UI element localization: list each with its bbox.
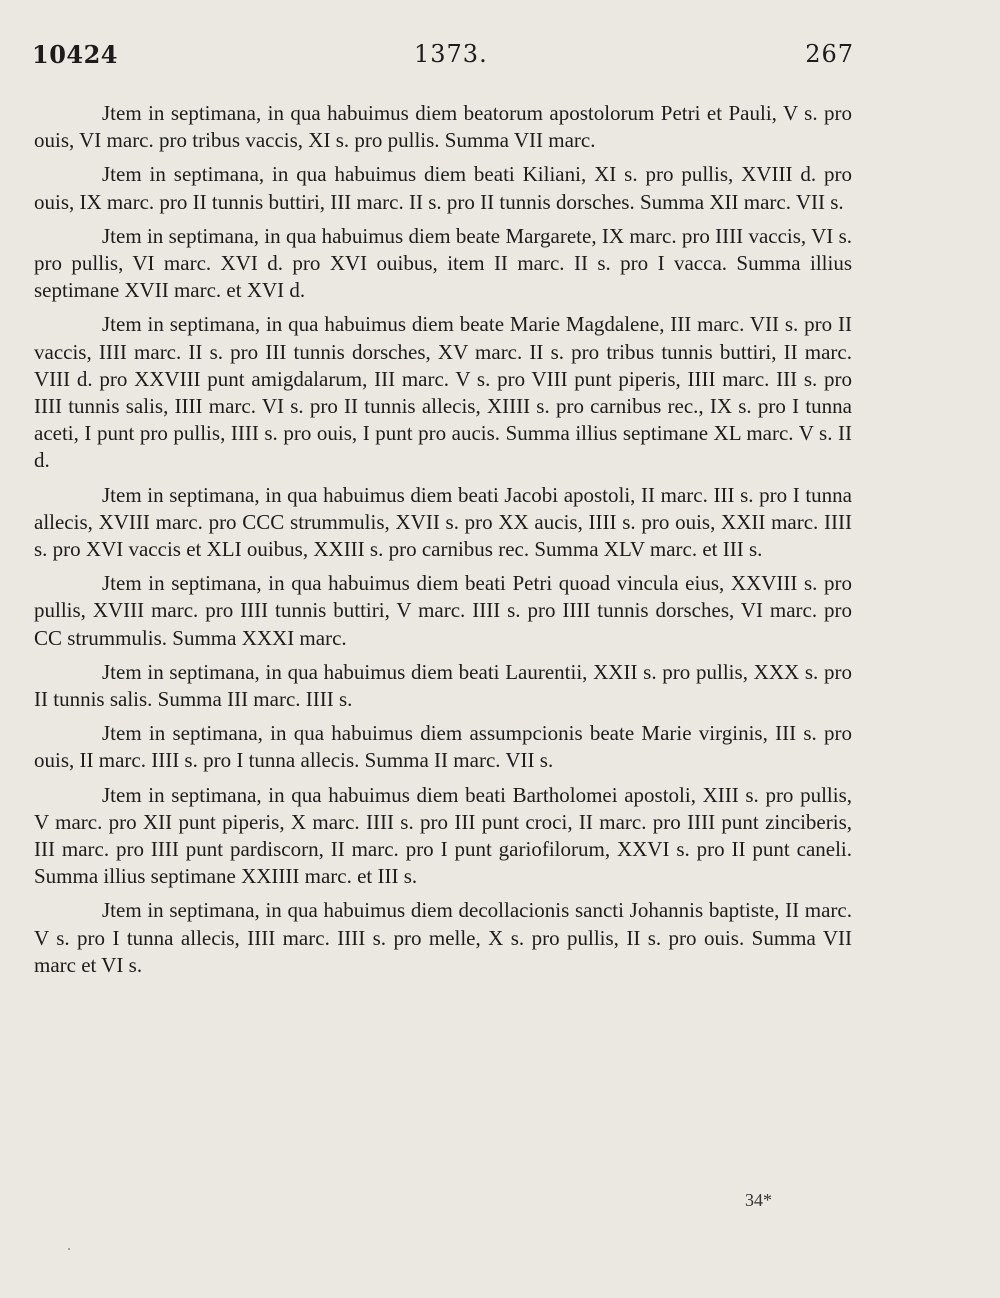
paragraph-margarete: Jtem in septimana, in qua habuimus diem beate Margarete, IX marc. pro IIII vaccis, VI s. pro pullis, VI marc. XVI d. pro XVI ouibus, item II marc. II s. pro I vacca. Summa illius septimane XVII marc. et XVI d. <box>34 223 852 303</box>
document-number: 10424 <box>32 40 118 69</box>
year-heading: 1373. <box>414 40 488 68</box>
paragraph-bartholomei: Jtem in septimana, in qua habuimus diem beati Bartholomei apostoli, XIII s. pro pullis, V marc. pro XII punt piperis, X marc. IIII s. pro III punt croci, II marc. pro IIII punt zinciberis, III marc. pro IIII punt pardiscorn, II marc. pro I punt gariofilorum, XXVI s. pro II punt caneli. Summa illius septimane XXIIII marc. et III s. <box>34 782 852 889</box>
paragraph-petri-vincula: Jtem in septimana, in qua habuimus diem beati Petri quoad vincula eius, XXVIII s. pro pullis, XVIII marc. pro IIII tunnis buttiri, V marc. IIII s. pro IIII tunnis dorsches, VI marc. pro CC strummulis. Summa XXXI marc. <box>34 571 852 650</box>
paragraph-kiliani: Jtem in septimana, in qua habuimus diem beati Kiliani, XI s. pro pullis, XVIII d. pro ouis, IX marc. pro II tunnis buttiri, III marc. II s. pro II tunnis dorsches. Summa XII marc. VII s. <box>34 162 852 214</box>
page-number: 267 <box>805 40 854 68</box>
paragraph-marie-magdalene: Jtem in septimana, in qua habuimus diem beate Marie Magdalene, III marc. VII s. pro II vaccis, IIII marc. II s. pro III tunnis dorsches, XV marc. II s. pro tribus tunnis buttiri, II marc. VIII d. pro XXVIII punt amigdalarum, III marc. V s. pro VIII punt piperis, IIII marc. III s. pro IIII tunnis salis, IIII marc. VI s. pro II tunnis allecis, XIIII s. pro carnibus rec., IX s. pro I tunna aceti, I punt pro pullis, IIII s. pro ouis, I punt pro aucis. Summa illius septimane XL marc. V s. II d. <box>34 312 852 473</box>
paragraph-laurentii: Jtem in septimana, in qua habuimus diem beati Laurentii, XXII s. pro pullis, XXX s. pro II tunnis salis. Summa III marc. IIII s. <box>34 659 852 712</box>
paragraph-decollacionis: Jtem in septimana, in qua habuimus diem decollacionis sancti Johannis baptiste, II marc. V s. pro I tunna allecis, IIII marc. IIII s. pro melle, X s. pro pullis, II s. pro ouis. Summa VII marc et VI s. <box>34 898 852 977</box>
paragraph-petri-pauli: Jtem in septimana, in qua habuimus diem beatorum apostolorum Petri et Pauli, V s. pro ouis, VI marc. pro tribus vaccis, XI s. pro pullis. Summa VII marc. <box>34 101 852 153</box>
page-header <box>32 40 854 80</box>
paragraph-assumpcionis: Jtem in septimana, in qua habuimus diem assumpcionis beate Marie virginis, III s. pro ouis, II marc. IIII s. pro I tunna allecis. Summa II marc. VII s. <box>34 721 852 773</box>
document-body <box>34 100 852 986</box>
signature-mark: 34* <box>745 1190 772 1210</box>
paper-speck <box>68 1248 70 1250</box>
paragraph-jacobi: Jtem in septimana, in qua habuimus diem beati Jacobi apostoli, II marc. III s. pro I tunna allecis, XVIII marc. pro CCC strummulis, XVII s. pro XX aucis, IIII s. pro ouis, XXII marc. IIII s. pro XVI vaccis et XLI ouibus, XXIII s. pro carnibus rec. Summa XLV marc. et III s. <box>34 482 852 562</box>
